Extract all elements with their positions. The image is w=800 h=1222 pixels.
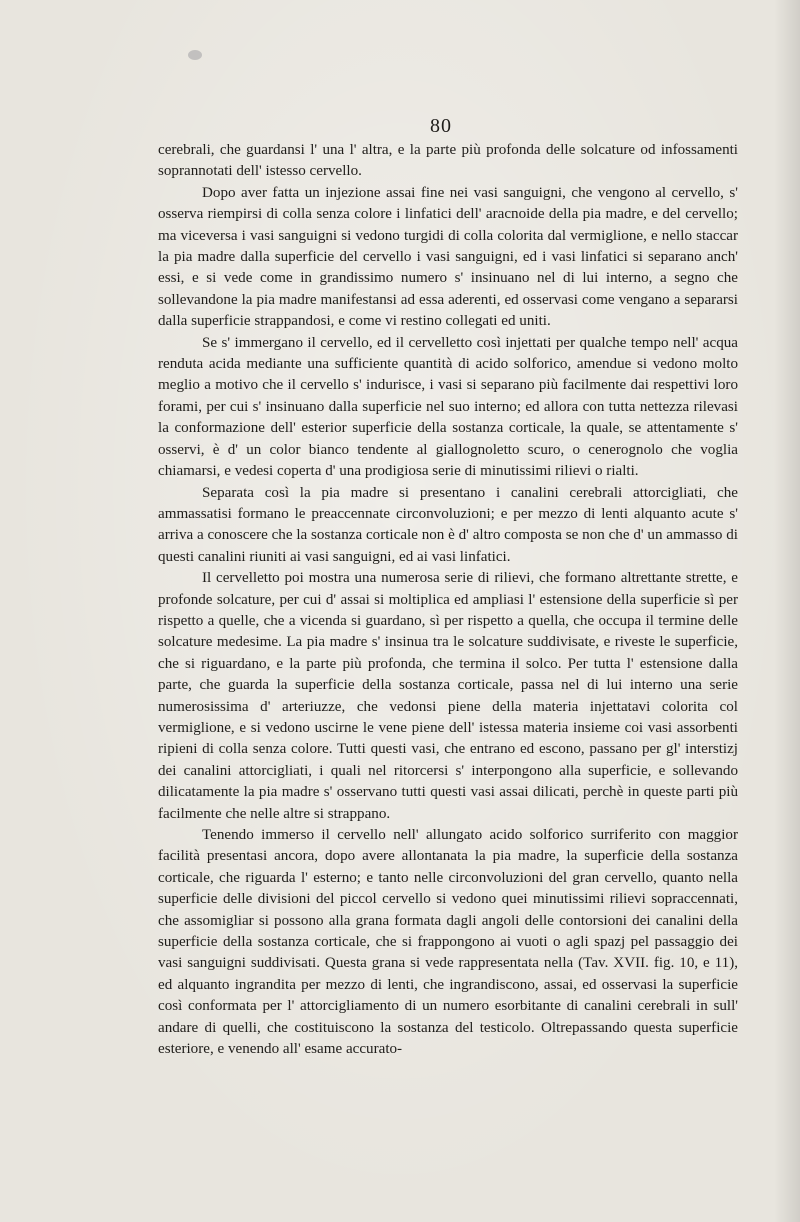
- body-text: [158, 140, 738, 1060]
- ink-smudge: [188, 50, 202, 60]
- paragraph-6: Tenendo immerso il cervello nell' allungato acido solforico surriferito con maggior facilità presentasi ancora, dopo avere allontanata la pia madre, la superficie della sostanza corticale, che riguarda l' esterno; e tanto nelle circonvoluzioni del gran cervello, quanto nella superficie delle divisioni del piccol cervello si vedono quei minutissimi rilievi sopraccennati, che assomigliar si possono alla grana formata dagli angoli delle contorsioni dei canalini della superficie della sostanza corticale, che si frappongono ai vuoti o agli spazj pel passaggio dei vasi sanguigni suddivisati. Questa grana si vede rappresentata nella (Tav. XVII. fig. 10, e 11), ed alquanto ingrandita per mezzo di lenti, che ingrandiscono, assai, ed osservasi la superficie così conformata per l' attorcigliamento di un numero esorbitante di canalini cerebrali in sull' andare di quelli, che costituiscono la sostanza del testicolo. Oltrepassando questa superficie esteriore, e venendo all' esame accurato-: [158, 827, 738, 1058]
- paragraph-1: cerebrali, che guardansi l' una l' altra, e la parte più profonda delle solcature od infossamenti soprannotati dell' istesso cervello.: [158, 142, 738, 180]
- page-number: 80: [430, 115, 452, 137]
- paragraph-5: Il cervelletto poi mostra una numerosa serie di rilievi, che formano altrettante strette, e profonde solcature, per cui d' assai si moltiplica ed ampliasi l' estensione della superficie sì per rispetto a quelle, che a vicenda si guardano, sì per rispetto a quella, che occupa il termine delle solcature medesime. La pia madre s' insinua tra le solcature suddivisate, e riveste le superficie, che si riguardano, e la parte più profonda, che termina il solco. Per tutta l' estensione dalla parte, che guarda la superficie della sostanza corticale, passa nel di lui interno una serie numerosissima d' arteriuzze, che vedonsi piene della materia injettatavi colorita col vermiglione, e si vedono uscirne le vene piene dell' istessa materia insieme coi vasi assorbenti ripieni di colla senza colore. Tutti questi vasi, che entrano ed escono, passano per gl' interstizj dei canalini attorcigliati, i quali nel ritorcersi s' interpongono alla superficie, e sollevando dilicatamente la pia madre s' osservano tutti questi vasi assai dilicati, perchè in queste parti più facilmente che nelle altre si strappano.: [158, 570, 738, 822]
- paragraph-2: Dopo aver fatta un injezione assai fine nei vasi sanguigni, che vengono al cervello, s' osserva riempirsi di colla senza colore i linfatici dell' aracnoide della pia madre, e del cervello; ma viceversa i vasi sanguigni si vedono turgidi di colla colorita dal vermiglione, e nello staccar la pia madre dalla superficie del cervello i vasi sanguigni, ed i vasi linfatici si separano anch' essi, e si vede come in grandissimo numero s' insinuano nel di lui interno, a segno che sollevandone la pia madre manifestansi ad essa aderenti, ed osservasi come vengano a separarsi dalla superficie strappandosi, e come vi restino collegati ed uniti.: [158, 184, 738, 330]
- spine-shadow: [774, 0, 800, 1222]
- paragraph-3: Se s' immergano il cervello, ed il cervelletto così injettati per qualche tempo nell' acqua renduta acida mediante una sufficiente quantità di acido solforico, amendue si vedono molto meglio a motivo che il cervello s' indurisce, i vasi si separano più facilmente dai respettivi loro forami, per cui s' insinuano dalla superficie nel suo interno; ed allora con tutta nettezza rilevasi la conformazione dell' esterior superficie della sostanza corticale, la quale, se attentamente s' osservi, è d' un color bianco tendente al giallognoletto scuro, o cenerognolo che voglia chiamarsi, e vedesi coperta d' una prodigiosa serie di minutissimi rilievi o rialti.: [158, 334, 738, 480]
- paragraph-4: Separata così la pia madre si presentano i canalini cerebrali attorcigliati, che ammassatisi formano le preaccennate circonvoluzioni; e per mezzo di lenti alquanto acute s' arriva a conoscere che la sostanza corticale non è d' altro composta se non che d' un ammasso di questi canalini riuniti ai vasi sanguigni, ed ai vasi linfatici.: [158, 484, 738, 565]
